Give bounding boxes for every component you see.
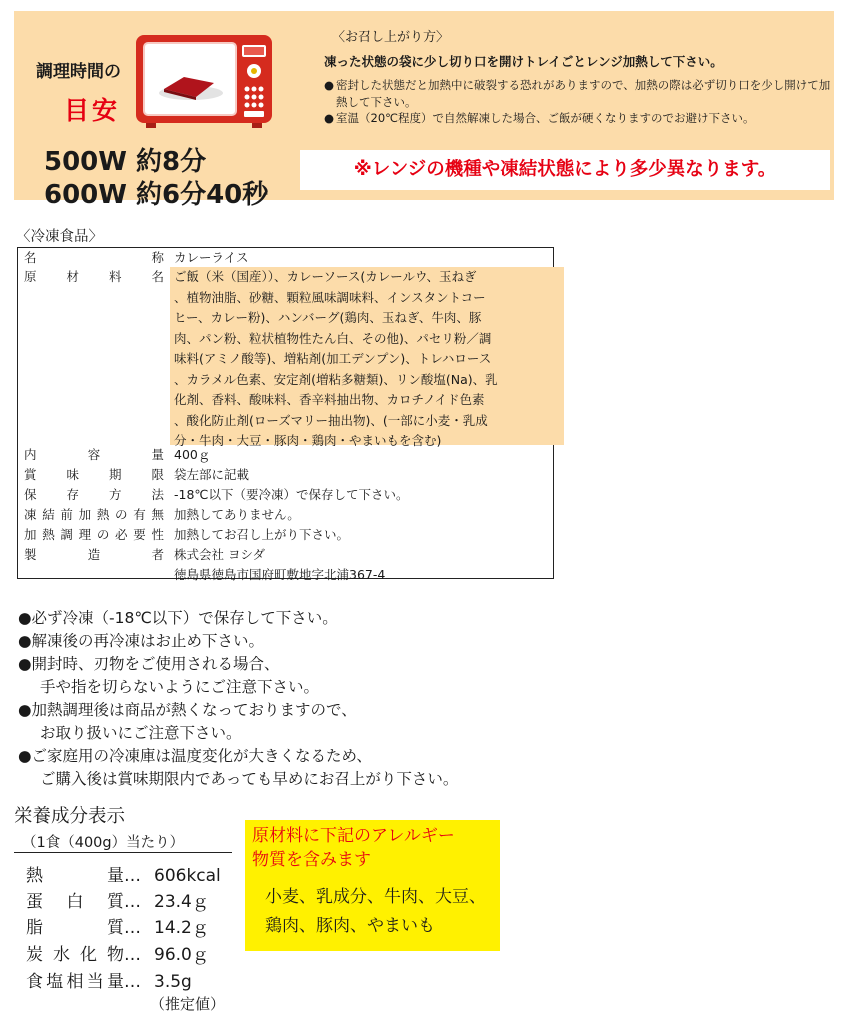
food-label-table: [17, 247, 554, 582]
allergy-title-line: 物質を含みます: [252, 850, 371, 870]
allergy-box: [245, 820, 500, 951]
nutrient-value: 23.4ｇ: [154, 892, 209, 912]
maker-address: 徳島県徳島市国府町敷地字北浦367-4: [174, 567, 386, 582]
method-note: [324, 77, 834, 110]
variance-warning: ※レンジの機種や凍結状態により多少異なります。: [300, 150, 830, 190]
nutrition-serving: （1食（400g）当たり）: [22, 835, 185, 851]
label-value: 株式会社 ヨシダ: [174, 547, 265, 562]
note-text: 室温（20℃程度）で自然解凍した場合、ご飯が硬くなりますのでお避け下さい。: [336, 111, 755, 125]
nutrient-name: 炭水化物: [26, 945, 124, 965]
caution-item-continued: ご購入後は賞味期限内であっても早めにお召上がり下さい。: [40, 770, 459, 788]
label-key: 凍結前加熱の有無: [24, 507, 164, 522]
ingredients-line: 化剤、香料、酸味料、香辛料抽出物、カロチノイド色素: [174, 392, 485, 407]
nutrition-divider: [14, 852, 232, 853]
ingredients-line: 分・牛肉・大豆・豚肉・鶏肉・やまいもを含む): [174, 433, 442, 448]
label-value: 袋左部に記載: [174, 467, 250, 482]
label-value: カレーライス: [174, 250, 249, 265]
ingredients-line: 、植物油脂、砂糖、顆粒風味調味料、インスタントコー: [174, 289, 486, 305]
cooking-guide-heading: 目安: [64, 96, 121, 125]
label-value: 加熱してありません。: [174, 507, 300, 522]
caution-item-continued: お取り扱いにご注意下さい。: [40, 724, 242, 742]
ingredients-line: ご飯（米（国産））、カレーソース(カレールウ、玉ねぎ: [174, 269, 477, 284]
ingredients-line: 味料(アミノ酸等)、増粘剤(加工デンプン)、トレハロース: [174, 351, 492, 366]
caution-item: ●解凍後の再冷凍はお止め下さい。: [18, 632, 265, 650]
allergy-items: [265, 883, 486, 941]
nutrition-row: [26, 967, 192, 992]
nutrition-row: [26, 913, 209, 938]
time-600w: 600W 約6分40秒: [44, 180, 269, 210]
nutrient-leader: …: [124, 892, 141, 912]
nutrient-name: 熱量: [26, 866, 124, 886]
caution-item: ●必ず冷凍（-18℃以下）で保存して下さい。: [18, 609, 338, 627]
ingredients-line: ヒー、カレー粉)、ハンバーグ(鶏肉、玉ねぎ、牛肉、豚: [174, 310, 482, 325]
allergy-items-line: 鶏肉、豚肉、やまいも: [265, 916, 435, 936]
nutrient-name: 食塩相当量: [26, 972, 124, 992]
label-key: 賞味期限: [24, 467, 164, 482]
label-key: 名称: [24, 250, 164, 265]
time-500w: 500W 約8分: [44, 147, 207, 177]
nutrient-name: 脂質: [26, 918, 124, 938]
note-text: 密封した状態だと加熱中に破裂する恐れがありますので、加熱の際は必ず切り口を少し開けて加熱して下さい。: [336, 78, 831, 109]
allergy-items-line: 小麦、乳成分、牛肉、大豆、: [265, 887, 486, 907]
nutrient-leader: …: [124, 945, 141, 965]
nutrition-title: 栄養成分表示: [14, 806, 126, 827]
nutrition-row: [26, 940, 209, 965]
nutrient-leader: …: [124, 918, 141, 938]
caution-item: ●ご家庭用の冷凍庫は温度変化が大きくなるため、: [18, 747, 372, 765]
caution-item-continued: 手や指を切らないようにご注意下さい。: [40, 678, 320, 696]
ingredients-line: 、酸化防止剤(ローズマリー抽出物)、(一部に小麦・乳成: [174, 412, 488, 428]
nutrition-row: [26, 887, 209, 912]
ingredients-line: 、カラメル色素、安定剤(増粘多糖類)、リン酸塩(Na)、乳: [174, 371, 498, 387]
nutrient-leader: …: [124, 866, 141, 886]
caution-item: ●加熱調理後は商品が熱くなっておりますので、: [18, 701, 357, 719]
nutrient-leader: …: [124, 972, 141, 992]
label-key: 製造者: [24, 547, 164, 562]
nutrition-row: [26, 861, 221, 886]
nutrient-name: 蛋白質: [26, 892, 124, 912]
label-key: 内容量: [24, 447, 164, 462]
ingredients-line: 肉、パン粉、粒状植物性たん白、その他)、パセリ粉／調: [174, 330, 492, 346]
method-notes: [324, 77, 834, 127]
ingredients-value: [174, 267, 554, 452]
label-key: 原材料名: [24, 269, 164, 284]
label-key: 加熱調理の必要性: [24, 527, 164, 542]
caution-list: [18, 607, 458, 791]
label-value: 400ｇ: [174, 447, 211, 462]
nutrient-value: 96.0ｇ: [154, 945, 209, 965]
label-value: -18℃以下（要冷凍）で保存して下さい。: [174, 487, 409, 502]
allergy-title: [252, 824, 455, 872]
label-key: 保存方法: [24, 487, 164, 502]
caution-item: ●開封時、刃物をご使用される場合、: [18, 655, 280, 673]
microwave-icon: [134, 33, 274, 130]
allergy-title-line: 原材料に下記のアレルギー: [252, 826, 455, 846]
nutrient-value: 3.5g: [154, 972, 192, 992]
nutrient-value: 14.2ｇ: [154, 918, 209, 938]
note-bullet: ●: [324, 78, 335, 92]
cooking-panel: [14, 11, 834, 210]
label-value: 加熱してお召し上がり下さい。: [174, 527, 350, 542]
cooking-time-heading: 調理時間の: [36, 62, 121, 82]
category-label: 〈冷凍食品〉: [16, 229, 103, 245]
nutrient-value: 606kcal: [154, 866, 221, 886]
nutrition-estimate-note: （推定値）: [150, 995, 226, 1013]
method-title: 〈お召し上がり方〉: [332, 30, 450, 45]
note-bullet: ●: [324, 111, 335, 125]
method-note: [324, 110, 834, 127]
method-instruction: 凍った状態の袋に少し切り口を開けトレイごとレンジ加熱して下さい。: [324, 54, 723, 69]
